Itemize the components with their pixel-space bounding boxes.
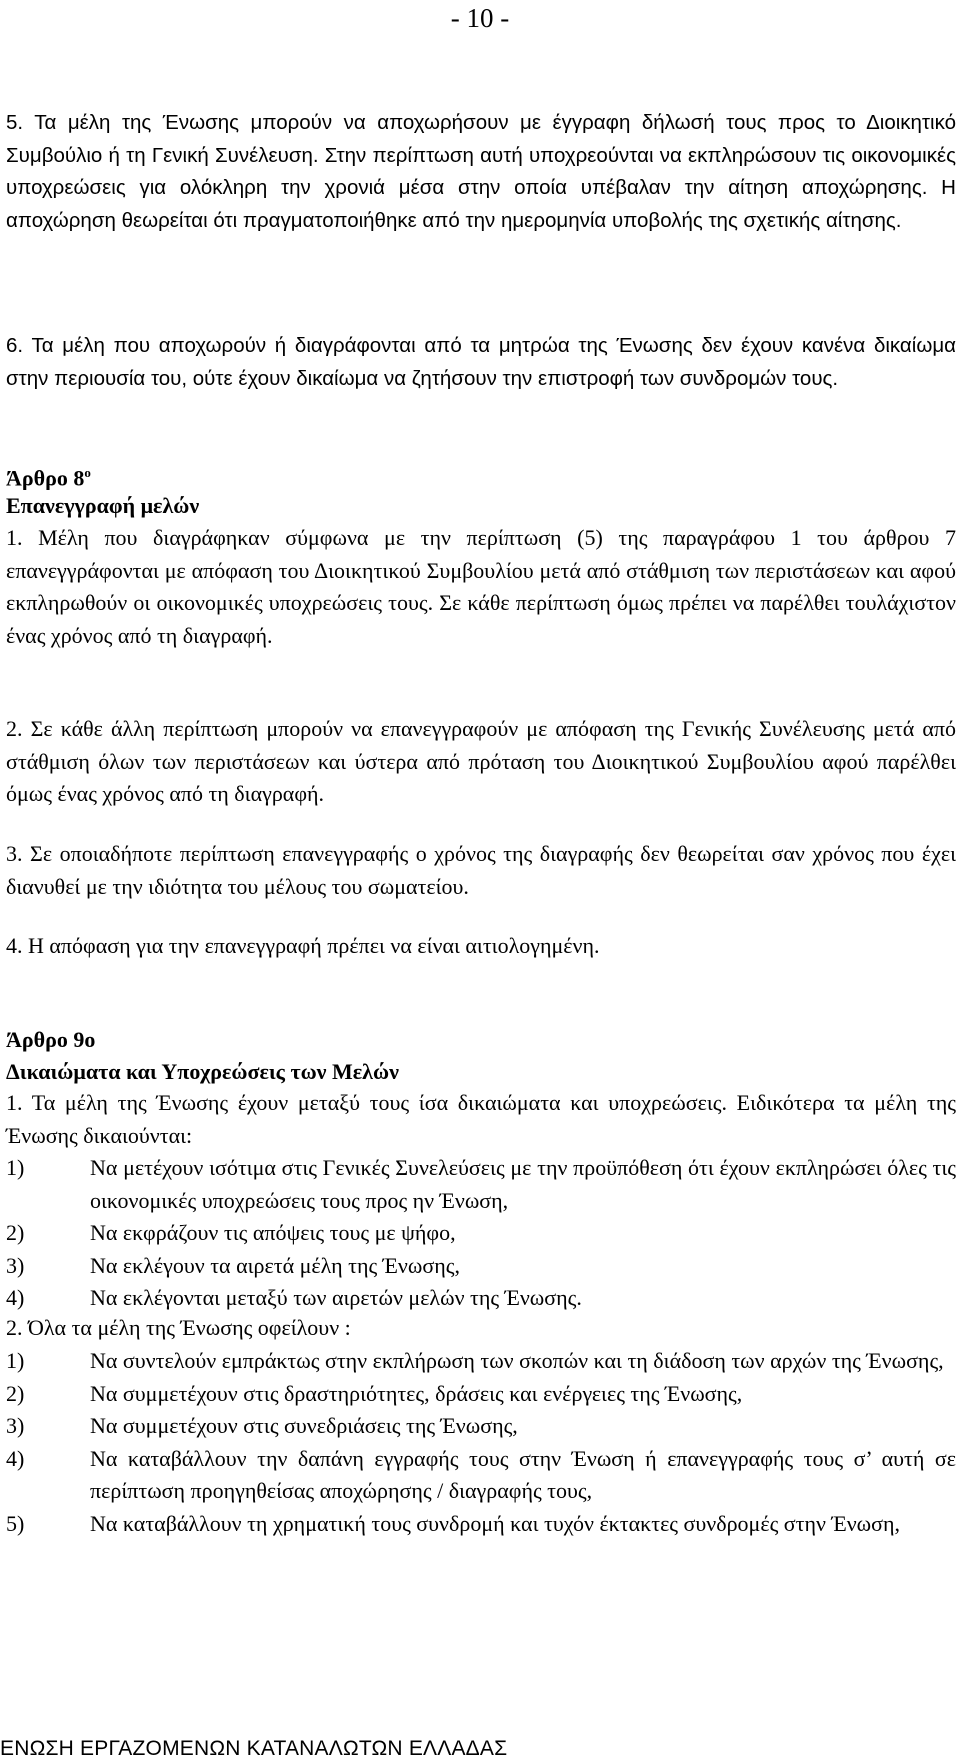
article9-paragraph-2-intro: 2. Όλα τα μέλη της Ένωσης οφείλουν : <box>6 1315 351 1340</box>
list-item <box>6 1508 956 1541</box>
list-item-text: Να εκλέγουν τα αιρετά μέλη της Ένωσης, <box>90 1252 460 1278</box>
list-item-number: 2) <box>6 1220 25 1245</box>
list-item <box>6 1152 956 1217</box>
article8-paragraph-1: 1. Μέλη που διαγράφηκαν σύμφωνα με την περίπτωση (5) της παραγράφου 1 του άρθρου 7 επανεγγράφονται με απόφαση του Διοικητικού Συμβουλίου μετά από στάθμιση των περιστάσεων και αφού εκπληρωθούν οι οικονομικές υποχρεώσεις τους. Σε κάθε περίπτωση όμως πρέπει να παρέλθει τουλάχιστον ένας χρόνος από τη διαγραφή. <box>6 525 956 648</box>
list-item <box>6 1217 956 1250</box>
article8-paragraph-2: 2. Σε κάθε άλλη περίπτωση μπορούν να επανεγγραφούν με απόφαση της Γενικής Συνέλευσης μετά από στάθμιση όλων των περιστάσεων και ύστερα από πρόταση του Διοικητικού Συμβουλίου αφού παρέλθει όμως ένας χρόνος από τη διαγραφή. <box>6 716 956 806</box>
list-item <box>6 1345 956 1378</box>
list-item-number: 5) <box>6 1510 25 1536</box>
list-item-text: Να καταβάλλουν την δαπάνη εγγραφής τους στην Ένωση ή επανεγγραφής τους σ’ αυτή σε περίπτωση προηγηθείσας αποχώρησης / διαγραφής τους, <box>90 1445 956 1503</box>
article9-subtitle: Δικαιώματα και Υποχρεώσεις των Μελών <box>6 1059 399 1084</box>
list-item <box>6 1378 956 1411</box>
list-item-number: 3) <box>6 1413 25 1438</box>
list-item-text: Να συντελούν εμπράκτως στην εκπλήρωση των σκοπών και τη διάδοση των αρχών της Ένωσης, <box>90 1348 944 1373</box>
list-item-number: 1) <box>6 1348 25 1373</box>
article8-heading <box>6 457 91 494</box>
duties-list <box>6 1345 956 1540</box>
page-number: - 10 - <box>450 3 510 33</box>
list-item-text: Να μετέχουν ισότιμα στις Γενικές Συνελεύσεις με την προϋπόθεση ότι έχουν εκπληρώσει όλες τις οικονομικές υποχρεώσεις τους προς ην Ένωση, <box>90 1155 956 1213</box>
list-item <box>6 1282 956 1315</box>
list-item-number: 1) <box>6 1155 25 1180</box>
list-item-text: Να εκλέγονται μεταξύ των αιρετών μελών της Ένωσης. <box>90 1285 582 1310</box>
list-item-number: 4) <box>6 1285 25 1310</box>
article7-paragraph-5: 5. Τα μέλη της Ένωσης μπορούν να αποχωρήσουν με έγγραφη δήλωσή τους προς το Διοικητικό Συμβούλιο ή τη Γενική Συνέλευση. Στην περίπτωση αυτή υποχρεούνται να εκπληρώσουν τις οικονομικές υποχρεώσεις για ολόκληρη την χρονιά μέσα στην οποία υπέβαλαν την αίτηση αποχώρησης. Η αποχώρηση θεωρείται ότι πραγματοποιήθηκε από την ημερομηνία υποβολής της σχετικής αίτησης. <box>6 111 956 232</box>
list-item <box>6 1410 956 1443</box>
list-item-text: Να συμμετέχουν στις δραστηριότητες, δράσεις και ενέργειες της Ένωσης, <box>90 1380 743 1406</box>
article8-heading-sup: ο <box>84 465 91 480</box>
list-item <box>6 1443 956 1508</box>
list-item-text: Να καταβάλλουν τη χρηματική τους συνδρομή και τυχόν έκτακτες συνδρομές στην Ένωση, <box>90 1510 901 1536</box>
article8-paragraph-3: 3. Σε οποιαδήποτε περίπτωση επανεγγραφής ο χρόνος της διαγραφής δεν θεωρείται σαν χρόνος που έχει διανυθεί με την ιδιότητα του μέλους του σωματείου. <box>6 841 956 899</box>
list-item-number: 4) <box>6 1445 25 1471</box>
list-item-text: Να συμμετέχουν στις συνεδριάσεις της Ένωσης, <box>90 1413 518 1438</box>
article8-subtitle: Επανεγγραφή μελών <box>6 493 200 518</box>
list-item-number: 2) <box>6 1380 25 1406</box>
list-item-text: Να εκφράζουν τις απόψεις τους με ψήφο, <box>90 1220 456 1245</box>
list-item-number: 3) <box>6 1252 25 1278</box>
article9-paragraph-1-intro: 1. Τα μέλη της Ένωσης έχουν μεταξύ τους ίσα δικαιώματα και υποχρεώσεις. Ειδικότερα τα μέλη της Ένωσης δικαιούνται: <box>6 1090 956 1148</box>
rights-list <box>6 1152 956 1315</box>
footer-organization-name: ΕΝΩΣΗ ΕΡΓΑΖΟΜΕΝΩΝ ΚΑΤΑΝΑΛΩΤΩΝ ΕΛΛΑΔΑΣ <box>0 1737 508 1760</box>
article7-paragraph-6: 6. Τα μέλη που αποχωρούν ή διαγράφονται από τα μητρώα της Ένωσης δεν έχουν κανένα δικαίωμα στην περιουσία του, ούτε έχουν δικαίωμα να ζητήσουν την επιστροφή των συνδρομών τους. <box>6 334 956 390</box>
article8-paragraph-4: 4. Η απόφαση για την επανεγγραφή πρέπει να είναι αιτιολογημένη. <box>6 933 600 958</box>
article9-heading: Άρθρο 9ο <box>6 1027 96 1052</box>
article8-heading-text: Άρθρο 8 <box>6 465 85 491</box>
list-item <box>6 1250 956 1283</box>
